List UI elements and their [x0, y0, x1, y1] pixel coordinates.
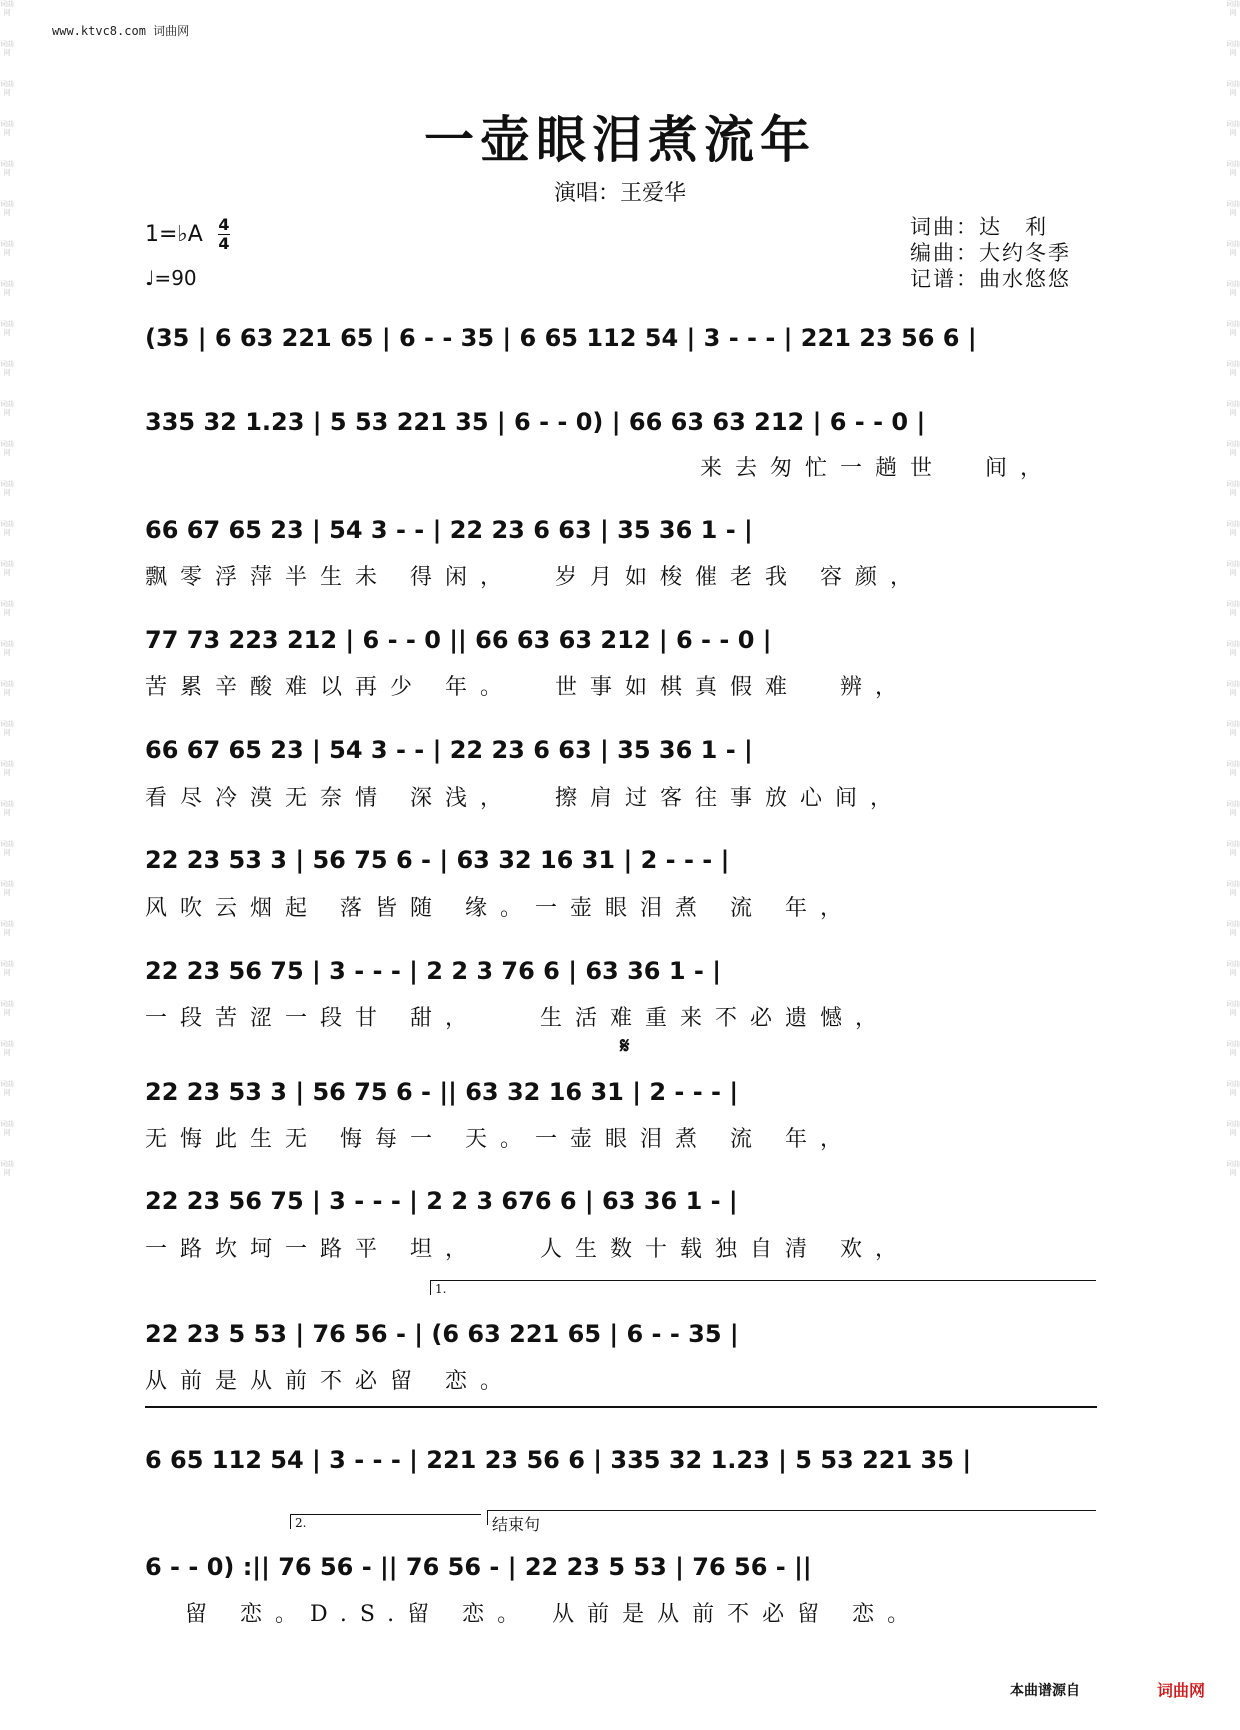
- song-title: 一壶眼泪煮流年: [424, 110, 816, 169]
- staff-line-8: 22 23 53 3 | 56 75 6 - || 63 32 16 31 | 2 - - - |: [145, 1078, 739, 1106]
- lyrics-line-10: 从前是从前不必留 恋。: [145, 1369, 515, 1394]
- credit-notation: 记谱：曲水悠悠: [910, 267, 1071, 291]
- ending-bracket: 结束句: [487, 1510, 1096, 1525]
- lyrics-line-9: 一路坎坷一路平 坦， 人生数十载独自清 欢，: [145, 1237, 910, 1262]
- lyrics-line-4: 苦累辛酸难以再少 年。 世事如棋真假难 辨，: [145, 675, 910, 700]
- credits-block: [910, 214, 1071, 292]
- source-note: 本曲谱源自: [1010, 1683, 1080, 1699]
- left-watermark-strip: 词曲网 词曲网 词曲网 词曲网 词曲网 词曲网 词曲网 词曲网 词曲网 词曲网 词曲网 词曲网 词曲网 词曲网 词曲网 词曲网 词曲网 词曲网 词曲网 词曲网 词曲网 词曲网 词曲网 词曲网 词曲网 词曲网 词曲网 词曲网 词曲网 词曲网: [0, 0, 14, 1177]
- lyrics-line-2: 来去匆忙一趟世 间，: [700, 456, 1055, 481]
- section-divider: [145, 1406, 1097, 1408]
- singer-credit: 演唱：王爱华: [553, 181, 686, 206]
- credit-arrange: 编曲：大约冬季: [910, 241, 1071, 265]
- credit-lyrics: 词曲：达 利: [910, 215, 1048, 239]
- segno-sign: 𝄋: [620, 1033, 630, 1059]
- volta-bracket-2: 2.: [290, 1514, 481, 1529]
- lyrics-line-3: 飘零浮萍半生未 得闲， 岁月如梭催老我 容颜，: [145, 565, 925, 590]
- volta-bracket-1: 1.: [430, 1280, 1096, 1295]
- tempo-marking: ♩=90: [145, 266, 197, 290]
- lyrics-line-8: 无悔此生无 悔每一 天。一壶眼泪煮 流 年，: [145, 1127, 855, 1152]
- right-watermark-strip: 词曲网 词曲网 词曲网 词曲网 词曲网 词曲网 词曲网 词曲网 词曲网 词曲网 词曲网 词曲网 词曲网 词曲网 词曲网 词曲网 词曲网 词曲网 词曲网 词曲网 词曲网 词曲网 词曲网 词曲网 词曲网 词曲网 词曲网 词曲网 词曲网 词曲网: [1226, 0, 1240, 1177]
- source-url: www.ktvc8.com 词曲网: [52, 24, 190, 38]
- key-signature: 1=♭A: [145, 222, 203, 247]
- time-signature-bottom: 4: [218, 234, 230, 253]
- time-signature: [218, 216, 230, 253]
- time-signature-top: 4: [218, 215, 230, 234]
- staff-line-11: 6 65 112 54 | 3 - - - | 221 23 56 6 | 335 32 1.23 | 5 53 221 35 |: [145, 1446, 972, 1474]
- staff-line-9: 22 23 56 75 | 3 - - - | 2 2 3 676 6 | 63 36 1 - |: [145, 1187, 738, 1215]
- lyrics-line-5: 看尽冷漠无奈情 深浅， 擦肩过客往事放心间，: [145, 786, 905, 811]
- staff-line-10: 22 23 5 53 | 76 56 - | (6 63 221 65 | 6 - - 35 |: [145, 1320, 739, 1348]
- brand-logo[interactable]: 词曲网: [1157, 1681, 1206, 1700]
- staff-line-3: 66 67 65 23 | 54 3 - - | 22 23 6 63 | 35 36 1 - |: [145, 516, 753, 544]
- staff-line-5: 66 67 65 23 | 54 3 - - | 22 23 6 63 | 35 36 1 - |: [145, 736, 753, 764]
- staff-line-6: 22 23 53 3 | 56 75 6 - | 63 32 16 31 | 2 - - - |: [145, 846, 730, 874]
- staff-line-1: (35 | 6 63 221 65 | 6 - - 35 | 6 65 112 54 | 3 - - - | 221 23 56 6 |: [145, 324, 977, 352]
- lyrics-line-6: 风吹云烟起 落皆随 缘。一壶眼泪煮 流 年，: [145, 896, 855, 921]
- lyrics-line-7: 一段苦涩一段甘 甜， 生活难重来不必遗憾，: [145, 1006, 890, 1031]
- staff-line-12: 6 - - 0) :|| 76 56 - || 76 56 - | 22 23 5 53 | 76 56 - ||: [145, 1553, 812, 1581]
- staff-line-2: 335 32 1.23 | 5 53 221 35 | 6 - - 0) | 66 63 63 212 | 6 - - 0 |: [145, 408, 926, 436]
- staff-line-4: 77 73 223 212 | 6 - - 0 || 66 63 63 212 | 6 - - 0 |: [145, 626, 772, 654]
- lyrics-line-12: 留 恋。D.S.留 恋。 从前是从前不必留 恋。: [145, 1602, 923, 1627]
- staff-line-7: 22 23 56 75 | 3 - - - | 2 2 3 76 6 | 63 36 1 - |: [145, 957, 721, 985]
